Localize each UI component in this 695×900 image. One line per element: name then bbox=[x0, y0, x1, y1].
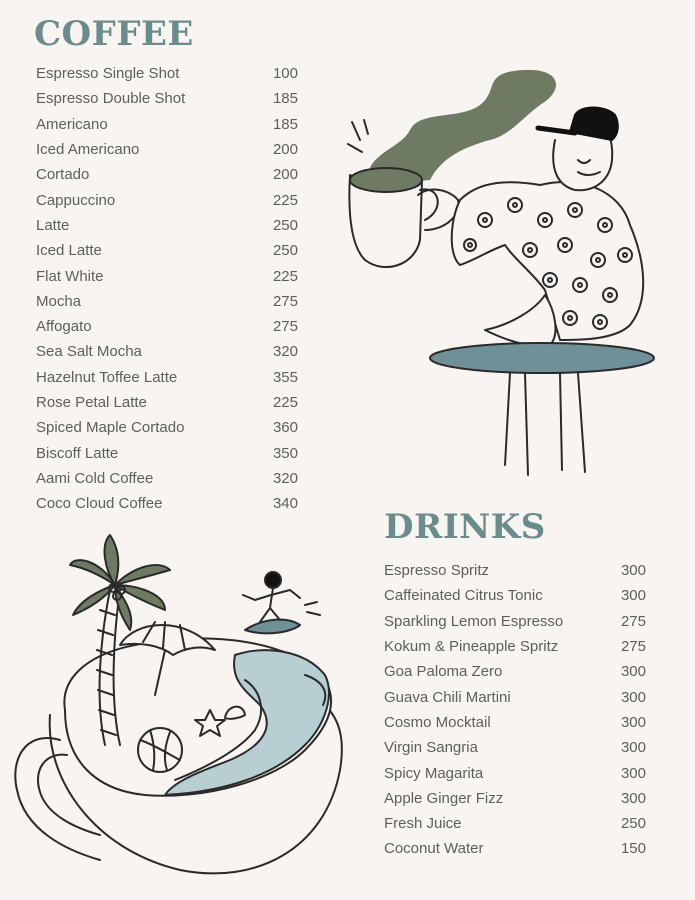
item-name: Sparkling Lemon Espresso bbox=[384, 612, 564, 630]
coffee-menu-item bbox=[36, 61, 298, 86]
drinks-menu-item bbox=[384, 684, 646, 709]
item-price: 275 bbox=[272, 318, 298, 336]
coffee-menu-item bbox=[36, 238, 298, 263]
beach-cup-illustration bbox=[5, 530, 365, 900]
item-price: 300 bbox=[620, 739, 646, 757]
item-price: 250 bbox=[272, 216, 298, 234]
item-name: Caffeinated Citrus Tonic bbox=[384, 587, 543, 605]
item-price: 275 bbox=[272, 292, 298, 310]
item-name: Hazelnut Toffee Latte bbox=[36, 368, 178, 386]
item-price: 300 bbox=[620, 562, 646, 580]
coffee-menu-item bbox=[36, 466, 298, 491]
item-price: 300 bbox=[620, 713, 646, 731]
item-name: Sea Salt Mocha bbox=[36, 343, 142, 361]
item-name: Iced Americano bbox=[36, 141, 140, 159]
item-name: Latte bbox=[36, 216, 70, 234]
item-price: 320 bbox=[272, 343, 298, 361]
table-top bbox=[430, 343, 654, 373]
coffee-menu-item bbox=[36, 137, 298, 162]
item-name: Guava Chili Martini bbox=[384, 688, 511, 706]
item-name: Cappuccino bbox=[36, 191, 116, 209]
item-name: Flat White bbox=[36, 267, 104, 285]
coffee-section-title: COFFEE bbox=[34, 14, 194, 54]
coffee-menu-item bbox=[36, 440, 298, 465]
drinks-section-title: DRINKS bbox=[384, 507, 546, 547]
surfer-figure bbox=[243, 572, 320, 633]
coffee-menu-item bbox=[36, 213, 298, 238]
coffee-menu-item bbox=[36, 112, 298, 137]
coffee-menu-item bbox=[36, 86, 298, 111]
item-price: 200 bbox=[272, 141, 298, 159]
drinks-menu-item bbox=[384, 558, 646, 583]
drinks-menu-item bbox=[384, 609, 646, 634]
drinks-menu-item bbox=[384, 836, 646, 861]
coffee-menu-item bbox=[36, 187, 298, 212]
item-name: Espresso Spritz bbox=[384, 562, 490, 580]
item-price: 300 bbox=[620, 587, 646, 605]
coffee-menu-item bbox=[36, 491, 298, 516]
coffee-menu-item bbox=[36, 162, 298, 187]
item-price: 300 bbox=[620, 764, 646, 782]
item-price: 225 bbox=[272, 267, 298, 285]
item-price: 250 bbox=[620, 815, 646, 833]
item-price: 360 bbox=[272, 419, 298, 437]
drinks-menu-item bbox=[384, 634, 646, 659]
drinks-menu-item bbox=[384, 760, 646, 785]
palm-leaves bbox=[70, 535, 170, 630]
coffee-menu-item bbox=[36, 365, 298, 390]
barista-illustration bbox=[330, 60, 670, 490]
item-price: 225 bbox=[272, 394, 298, 411]
item-name: Spicy Magarita bbox=[384, 764, 484, 782]
item-name: Virgin Sangria bbox=[384, 739, 478, 757]
item-name: Coco Cloud Coffee bbox=[36, 495, 163, 513]
drinks-menu-item bbox=[384, 583, 646, 608]
drinks-menu-item bbox=[384, 710, 646, 735]
coffee-menu-item bbox=[36, 314, 298, 339]
item-price: 340 bbox=[272, 495, 298, 513]
drinks-menu-item bbox=[384, 786, 646, 811]
drinks-menu-list bbox=[384, 558, 646, 862]
item-price: 355 bbox=[272, 368, 298, 386]
item-price: 225 bbox=[272, 191, 298, 209]
item-name: Biscoff Latte bbox=[36, 444, 119, 462]
item-name: Americano bbox=[36, 115, 108, 133]
item-price: 350 bbox=[272, 444, 298, 462]
item-name: Espresso Single Shot bbox=[36, 65, 180, 83]
item-name: Cosmo Mocktail bbox=[384, 713, 491, 731]
item-name: Kokum & Pineapple Spritz bbox=[384, 638, 559, 656]
drinks-menu-item bbox=[384, 735, 646, 760]
coffee-menu-item bbox=[36, 339, 298, 364]
item-price: 100 bbox=[272, 65, 298, 83]
item-name: Coconut Water bbox=[384, 840, 484, 858]
item-price: 300 bbox=[620, 789, 646, 807]
item-price: 185 bbox=[272, 115, 298, 133]
item-price: 300 bbox=[620, 688, 646, 706]
item-name: Mocha bbox=[36, 292, 82, 310]
item-price: 185 bbox=[272, 90, 298, 108]
item-name: Goa Paloma Zero bbox=[384, 663, 503, 681]
item-name: Cortado bbox=[36, 166, 90, 184]
item-price: 275 bbox=[620, 612, 646, 630]
item-name: Aami Cold Coffee bbox=[36, 469, 154, 487]
item-price: 300 bbox=[620, 663, 646, 681]
item-name: Spiced Maple Cortado bbox=[36, 419, 185, 437]
coffee-menu-item bbox=[36, 415, 298, 440]
coffee-menu-item bbox=[36, 289, 298, 314]
item-price: 150 bbox=[620, 840, 646, 858]
item-price: 320 bbox=[272, 469, 298, 487]
item-name: Iced Latte bbox=[36, 242, 102, 260]
item-name: Apple Ginger Fizz bbox=[384, 789, 504, 807]
item-price: 200 bbox=[272, 166, 298, 184]
drinks-menu-item bbox=[384, 811, 646, 836]
item-price: 250 bbox=[272, 242, 298, 260]
item-name: Espresso Double Shot bbox=[36, 90, 186, 108]
item-price: 275 bbox=[620, 638, 646, 656]
coffee-menu-item bbox=[36, 263, 298, 288]
coffee-menu-item bbox=[36, 390, 298, 415]
item-name: Affogato bbox=[36, 318, 92, 336]
item-name: Rose Petal Latte bbox=[36, 394, 147, 411]
cap-icon bbox=[570, 108, 618, 141]
drinks-menu-item bbox=[384, 659, 646, 684]
item-name: Fresh Juice bbox=[384, 815, 462, 833]
coffee-menu-list bbox=[36, 61, 298, 516]
